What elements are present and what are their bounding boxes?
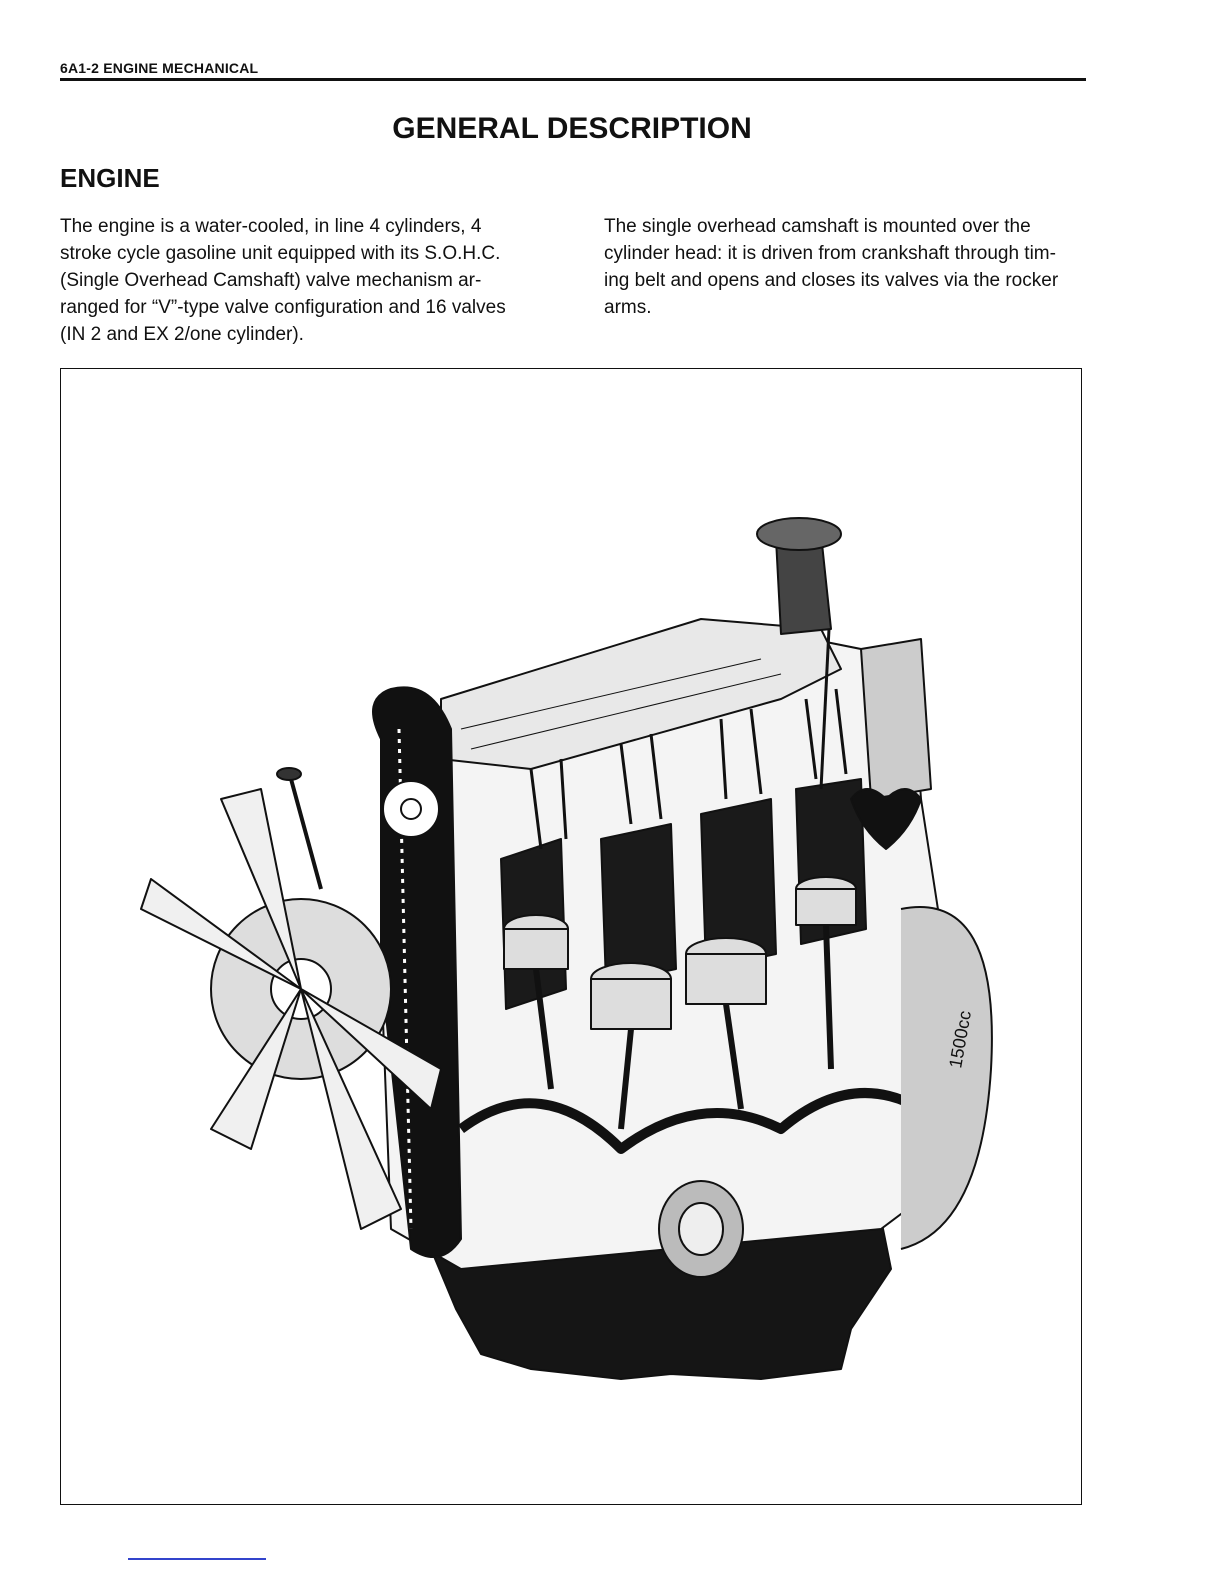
engine-figure <box>60 368 1082 1505</box>
text-line: (Single Overhead Camshaft) valve mechanism ar- <box>60 270 482 291</box>
header-rule <box>60 78 1086 81</box>
text-line: stroke cycle gasoline unit equipped with its S.O.H.C. <box>60 243 501 264</box>
cylinder-cutaway-2 <box>601 824 676 984</box>
valve-standalone <box>291 779 321 889</box>
page-title: GENERAL DESCRIPTION <box>392 112 752 145</box>
page-header: 6A1-2 ENGINE MECHANICAL <box>60 60 259 76</box>
text-line: (IN 2 and EX 2/one cylinder). <box>60 324 304 345</box>
engine-illustration <box>61 369 1081 1504</box>
text-line: ranged for “V”-type valve configuration and 16 valves <box>60 297 506 318</box>
side-housing <box>861 639 931 799</box>
text-line: The single overhead camshaft is mounted over the <box>604 216 1031 237</box>
text-line: cylinder head: it is driven from crankshaft through tim- <box>604 243 1056 264</box>
oil-filler-cap <box>757 518 841 550</box>
right-column <box>604 213 1084 321</box>
left-column <box>60 213 542 348</box>
text-line: ing belt and opens and closes its valves via the rocker <box>604 270 1059 291</box>
flywheel <box>901 907 992 1249</box>
section-heading: ENGINE <box>60 163 160 193</box>
text-line: arms. <box>604 297 652 318</box>
footer-link-underline <box>128 1558 266 1560</box>
engine-capacity-label: 1500cc <box>945 1009 976 1070</box>
text-line: The engine is a water-cooled, in line 4 cylinders, 4 <box>60 216 482 237</box>
